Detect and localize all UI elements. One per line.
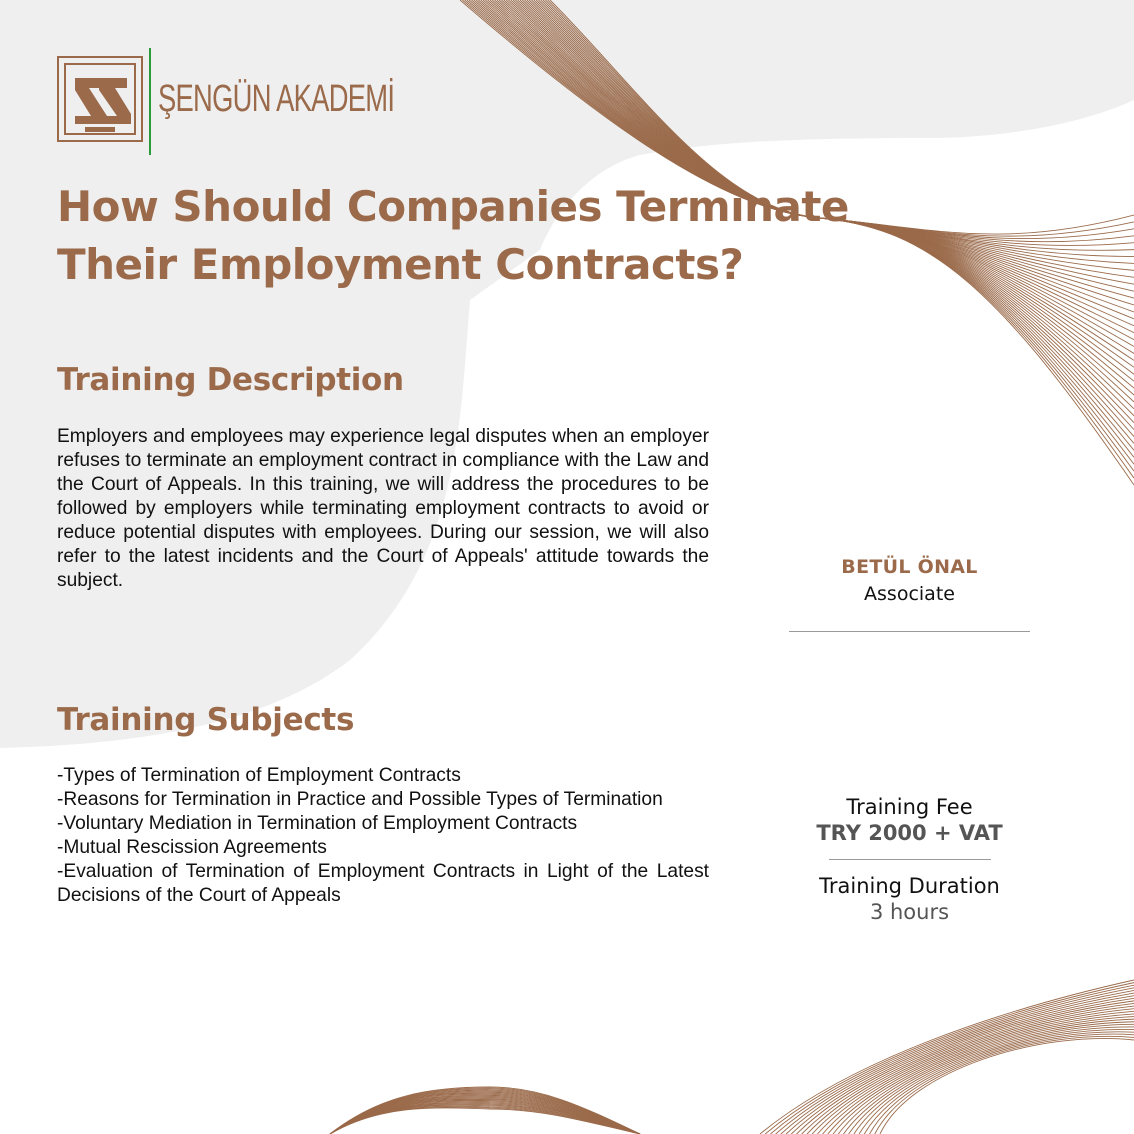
subject-item: -Voluntary Mediation in Termination of Employment Contracts	[57, 813, 578, 834]
duration-value: 3 hours	[869, 900, 950, 924]
subjects-heading: Training Subjects	[57, 702, 355, 738]
title-line-1: How Should Companies Terminate	[57, 182, 849, 231]
page-title	[57, 178, 877, 294]
logo-mark	[57, 56, 143, 142]
subjects-list	[57, 764, 709, 908]
ss-monogram-icon	[59, 58, 145, 144]
duration-label: Training Duration	[819, 874, 1000, 898]
wave-lines-bottom-left	[330, 1087, 640, 1134]
subject-item: -Evaluation of Termination of Employment Contracts in Light of the Latest Decisions of the Court of Appeals	[57, 861, 709, 906]
fee-divider	[829, 859, 991, 860]
fee-label: Training Fee	[846, 795, 973, 819]
wave-lines-bottom-right	[760, 980, 1134, 1134]
description-body: Employers and employees may experience legal disputes when an employer refuses to terminate an employment contract in compliance with the Law and the Court of Appeals. In this training, we will address the procedures to be followed by employers while terminating employment contracts to avoid or reduce potential disputes with employees. During our session, we will also refer to the latest incidents and the Court of Appeals' attitude towards the subject.	[57, 426, 709, 591]
fee-duration-block	[789, 795, 1030, 924]
speaker-divider	[789, 631, 1030, 632]
speaker-name: BETÜL ÖNAL	[841, 556, 978, 578]
speaker-role: Associate	[864, 583, 955, 605]
logo-divider	[149, 48, 151, 155]
subject-item: -Mutual Rescission Agreements	[57, 837, 327, 858]
description-heading: Training Description	[57, 362, 404, 398]
title-line-2: Their Employment Contracts?	[57, 240, 744, 289]
subject-item: -Types of Termination of Employment Contracts	[57, 765, 461, 786]
fee-value: TRY 2000 + VAT	[816, 821, 1003, 845]
speaker-block	[789, 556, 1030, 632]
subject-item: -Reasons for Termination in Practice and Possible Types of Termination	[57, 789, 663, 810]
brand-name: ŞENGÜN AKADEMİ	[158, 78, 395, 120]
